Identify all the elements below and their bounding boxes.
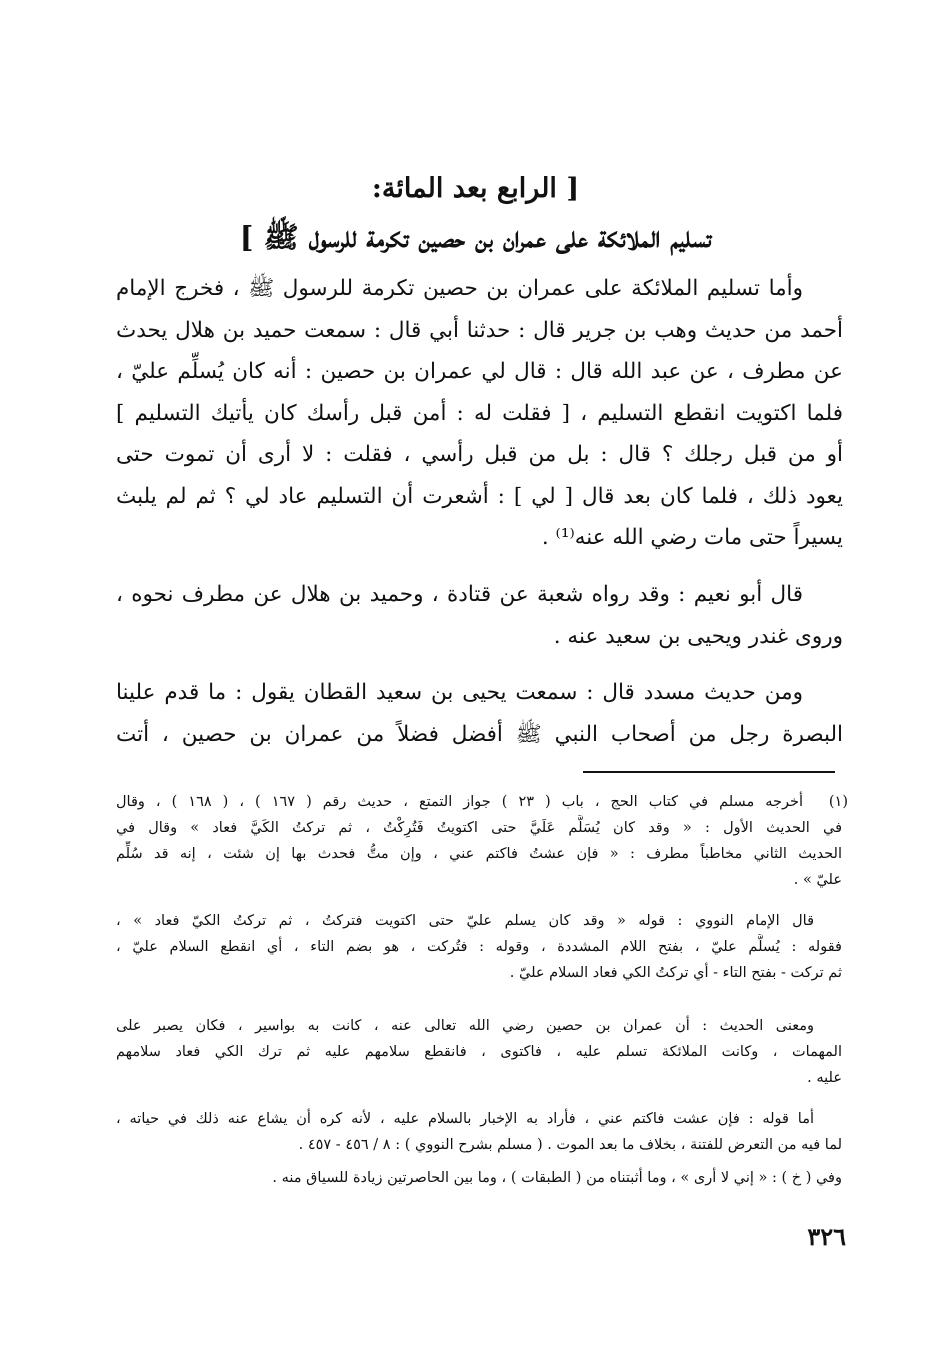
text-line: أو من قبل رجلك ؟ قال : بل من قبل رأسي ، فقلت : لا أرى أن تموت حتى: [116, 442, 843, 467]
footnote-line: فقوله : يُسلَّم عليّ ، بفتح اللام المشددة ، وقوله : فتُركت ، هو بضم التاء ، أي انقطع السلام عليّ ،: [116, 939, 842, 955]
section-heading: [ الرابع بعد المائة:: [371, 173, 580, 204]
footnote-1: [116, 789, 842, 893]
text-line: يسيراً حتى مات رضي الله عنه⁽¹⁾ .: [541, 525, 843, 550]
footnote-line: أخرجه مسلم في كتاب الحج ، باب ( ٢٣ ) جواز التمتع ، حديث رقم ( ١٦٧ ) ، ( ١٦٨ ) ، وقال: [116, 794, 803, 810]
text-line: وأما تسليم الملائكة على عمران بن حصين تكرمة للرسول ﷺ ، فخرج الإمام: [116, 276, 803, 301]
footnote-line: قال الإمام النووي : قوله « وقد كان يسلم عليّ حتى اكتويت فتركتُ ، ثم تركتُ الكيّ فعاد » ،: [116, 913, 814, 929]
footnote-line: في الحديث الأول : « وقد كان يُسَلَّم عَلَيَّ حتى اكتويتُ فَتُرِكْتُ ، ثم تركتُ الكَيَّ فعاد » وقال في: [116, 820, 842, 836]
footnote-line: الحديث الثاني مخاطباً مطرف : « فإن عشتُ فاكتم عني ، وإن متُّ فحدث بها إن شئت ، إنه قد سُلِّم: [116, 846, 842, 862]
footnote-nawawi: [116, 908, 842, 986]
footnote-meaning: [116, 1013, 842, 1091]
text-line: وروى غندر ويحيى بن سعيد عنه .: [553, 623, 843, 649]
text-line: فلما اكتويت انقطع التسليم ، [ فقلت له : أمن قبل رأسك كان يأتيك التسليم ]: [116, 400, 843, 426]
paragraph-3: [116, 672, 843, 755]
footnote-line: لما فيه من التعرض للفتنة ، بخلاف ما بعد الموت . ( مسلم بشرح النووي ) : ٨ / ٤٥٦ - ٤٥٧ .: [298, 1137, 842, 1153]
footnote-variant: [116, 1165, 842, 1191]
footnote-line: ثم تركت - بفتح التاء - أي تركتُ الكي فعاد السلام عليّ .: [509, 965, 842, 981]
text-line: البصرة رجل من أصحاب النبي ﷺ أفضل فضلاً من عمران بن حصين ، أتت: [116, 721, 843, 747]
paragraph-1: [116, 268, 843, 559]
footnote-line: المهمات ، وكانت الملائكة تسلم عليه ، فاكتوى ، فانقطع سلامهم عليه ثم ترك الكي فعاد سلامهم: [116, 1044, 842, 1060]
footnote-line: عليه .: [807, 1070, 842, 1086]
page-number: ٣٢٦: [807, 1222, 846, 1251]
paragraph-2: [116, 574, 843, 657]
section-title: تسليم الملائكة على عمران بن حصين تكرمة للرسول ﷺ ]: [239, 220, 712, 254]
footnote-explanation: [116, 1106, 842, 1158]
footnote-line: عليّ » .: [793, 872, 842, 888]
footnote-line: ومعنى الحديث : أن عمران بن حصين رضي الله تعالى عنه ، كانت به بواسير ، فكان يصبر على: [116, 1018, 814, 1034]
footnote-divider: [583, 771, 835, 773]
footnote-line: أما قوله : فإن عشت فاكتم عني ، فأراد به الإخبار بالسلام عليه ، لأنه كره أن يشاع عنه ذلك في حياته ،: [116, 1111, 814, 1127]
text-line: ومن حديث مسدد قال : سمعت يحيى بن سعيد القطان يقول : ما قدم علينا: [116, 680, 803, 705]
text-line: قال أبو نعيم : وقد رواه شعبة عن قتادة ، وحميد بن هلال عن مطرف نحوه ،: [116, 582, 803, 607]
footnote-line: وفي ( خ ) : « إني لا أرى » ، وما أثبتناه من ( الطبقات ) ، وما بين الحاصرتين زيادة للسياق منه .: [272, 1170, 842, 1186]
text-line: عن مطرف ، عن عبد الله قال : قال لي عمران بن حصين : أنه كان يُسلِّم عليّ ،: [116, 359, 843, 384]
text-line: أحمد من حديث وهب بن جرير قال : حدثنا أبي قال : سمعت حميد بن هلال يحدث: [116, 317, 843, 343]
text-line: يعود ذلك ، فلما كان بعد قال [ لي ] : أشعرت أن التسليم عاد لي ؟ ثم لم يلبث: [116, 483, 843, 509]
footnote-number: (١): [828, 794, 848, 810]
